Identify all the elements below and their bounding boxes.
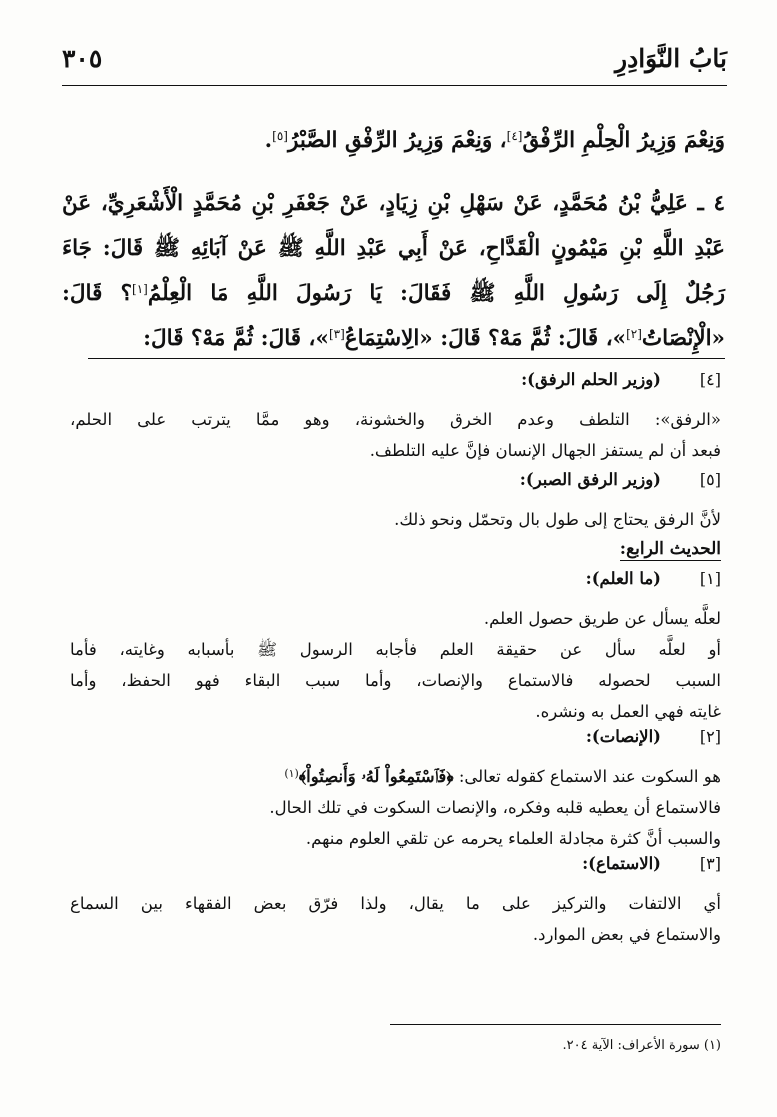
- quran-quote: ﴿فَٱسْتَمِعُواْ لَهُۥ وَأَنصِتُواْ﴾: [298, 767, 454, 786]
- text-run: ؟ قَالَ: «الْإِنْصَاتُ: [62, 281, 725, 351]
- text-run: وَنِعْمَ وَزِيرُ الْحِلْمِ الرِّفْقُ: [522, 128, 725, 153]
- note-number: [٤]: [699, 370, 721, 389]
- text-run: ٤ ـ عَلِيُّ بْنُ مُحَمَّدٍ، عَنْ سَهْلِ بْنِ زِيَادٍ، عَنْ جَعْفَرِ بْنِ مُحَمَّدٍ الْأَشْعَرِيِّ، عَنْ عَبْدِ اللَّهِ بْنِ مَيْمُونٍ الْقَدَّاحِ، عَنْ أَبِي عَبْدِ اللَّهِ ﷺ عَنْ آبَائِهِ ﷺ قَالَ: جَاءَ رَجُلٌ إِلَى رَسُولِ اللَّهِ ﷺ فَقَالَ: يَا رَسُولَ اللَّهِ مَا الْعِلْمُ: [62, 191, 725, 306]
- note-line: [70, 761, 721, 792]
- note-title: (الإنصات):: [585, 727, 661, 746]
- note-title: (ما العلم):: [585, 569, 661, 588]
- note-5: [70, 470, 721, 535]
- text-run: »، قَالَ: ثُمَّ مَهْ؟ قَالَ: «الِاسْتِمَاعُ: [344, 326, 627, 351]
- text-run: .: [264, 128, 273, 153]
- ref-marker: [٣]: [328, 327, 345, 341]
- note-line: لأنَّ الرفق يحتاج إلى طول بال وتحمّل ونحو ذلك.: [394, 510, 721, 529]
- note-title: (وزير الرفق الصبر):: [519, 470, 661, 489]
- note-line: والسبب أنَّ كثرة مجادلة العلماء يحرمه عن تلقي العلوم منهم.: [305, 829, 721, 848]
- note-title: (الاستماع):: [582, 854, 661, 873]
- hadith-paragraph-2: [62, 181, 725, 361]
- note-number: [٥]: [699, 470, 721, 489]
- footnote-marker: (١): [284, 767, 299, 780]
- ref-marker: [٥]: [272, 129, 288, 143]
- note-line: أو لعلَّه سأل عن حقيقة العلم فأجابه الرسول ﷺ بأسبابه وغايته، فأما: [70, 640, 721, 659]
- note-4: [70, 370, 721, 466]
- footnote: (١) سورة الأعراف: الآية ٢٠٤.: [562, 1038, 721, 1053]
- note-title: (وزير الحلم الرفق):: [521, 370, 661, 389]
- note-line: فالاستماع أن يعطيه قلبه وفكره، والإنصات السكوت في تلك الحال.: [269, 798, 721, 817]
- hadith-text: [62, 118, 725, 361]
- note-line: غايته فهي العمل به ونشره.: [535, 702, 721, 721]
- footnote-separator: [390, 1024, 721, 1025]
- hadith-paragraph-1: [62, 118, 725, 163]
- note-1: [70, 569, 721, 727]
- ref-marker: [١]: [132, 282, 148, 296]
- commentary: [70, 370, 721, 950]
- note-3: [70, 854, 721, 950]
- header-rule: [62, 85, 727, 86]
- section-heading: الحديث الرابع:: [619, 539, 721, 559]
- note-line: السبب لحصوله فالاستماع والإنصات، وأما سبب البقاء فهو الحفظ، وأما: [70, 671, 721, 690]
- text-run: »، قَالَ: ثُمَّ مَهْ؟ قَالَ:: [143, 326, 329, 351]
- note-line: فبعد أن لم يستفز الجهال الإنسان فإنَّ عليه التلطف.: [369, 441, 721, 460]
- ref-marker: [٢]: [626, 327, 642, 341]
- note-line: أي الالتفات والتركيز على ما يقال، ولذا فرّق بعض الفقهاء بين السماع: [70, 894, 721, 913]
- note-line: والاستماع في بعض الموارد.: [532, 925, 721, 944]
- text-run: ، وَنِعْمَ وَزِيرُ الرِّفْقِ الصَّبْرُ: [287, 128, 507, 153]
- note-2: [70, 727, 721, 854]
- note-line: لعلَّه يسأل عن طريق حصول العلم.: [483, 609, 721, 628]
- note-line: «الرفق»: التلطف وعدم الخرق والخشونة، وهو ممَّا يترتب على الحلم،: [70, 410, 721, 429]
- text-separator: [88, 358, 725, 359]
- note-number: [١]: [699, 569, 721, 588]
- note-number: [٣]: [699, 854, 721, 873]
- chapter-title: بَابُ النَّوَادِرِ: [615, 44, 727, 73]
- running-header: [62, 40, 727, 86]
- note-number: [٢]: [699, 727, 721, 746]
- page-number: ٣٠٥: [62, 44, 103, 73]
- text-run: هو السكوت عند الاستماع كقوله تعالى:: [453, 767, 721, 786]
- ref-marker: [٤]: [506, 129, 523, 143]
